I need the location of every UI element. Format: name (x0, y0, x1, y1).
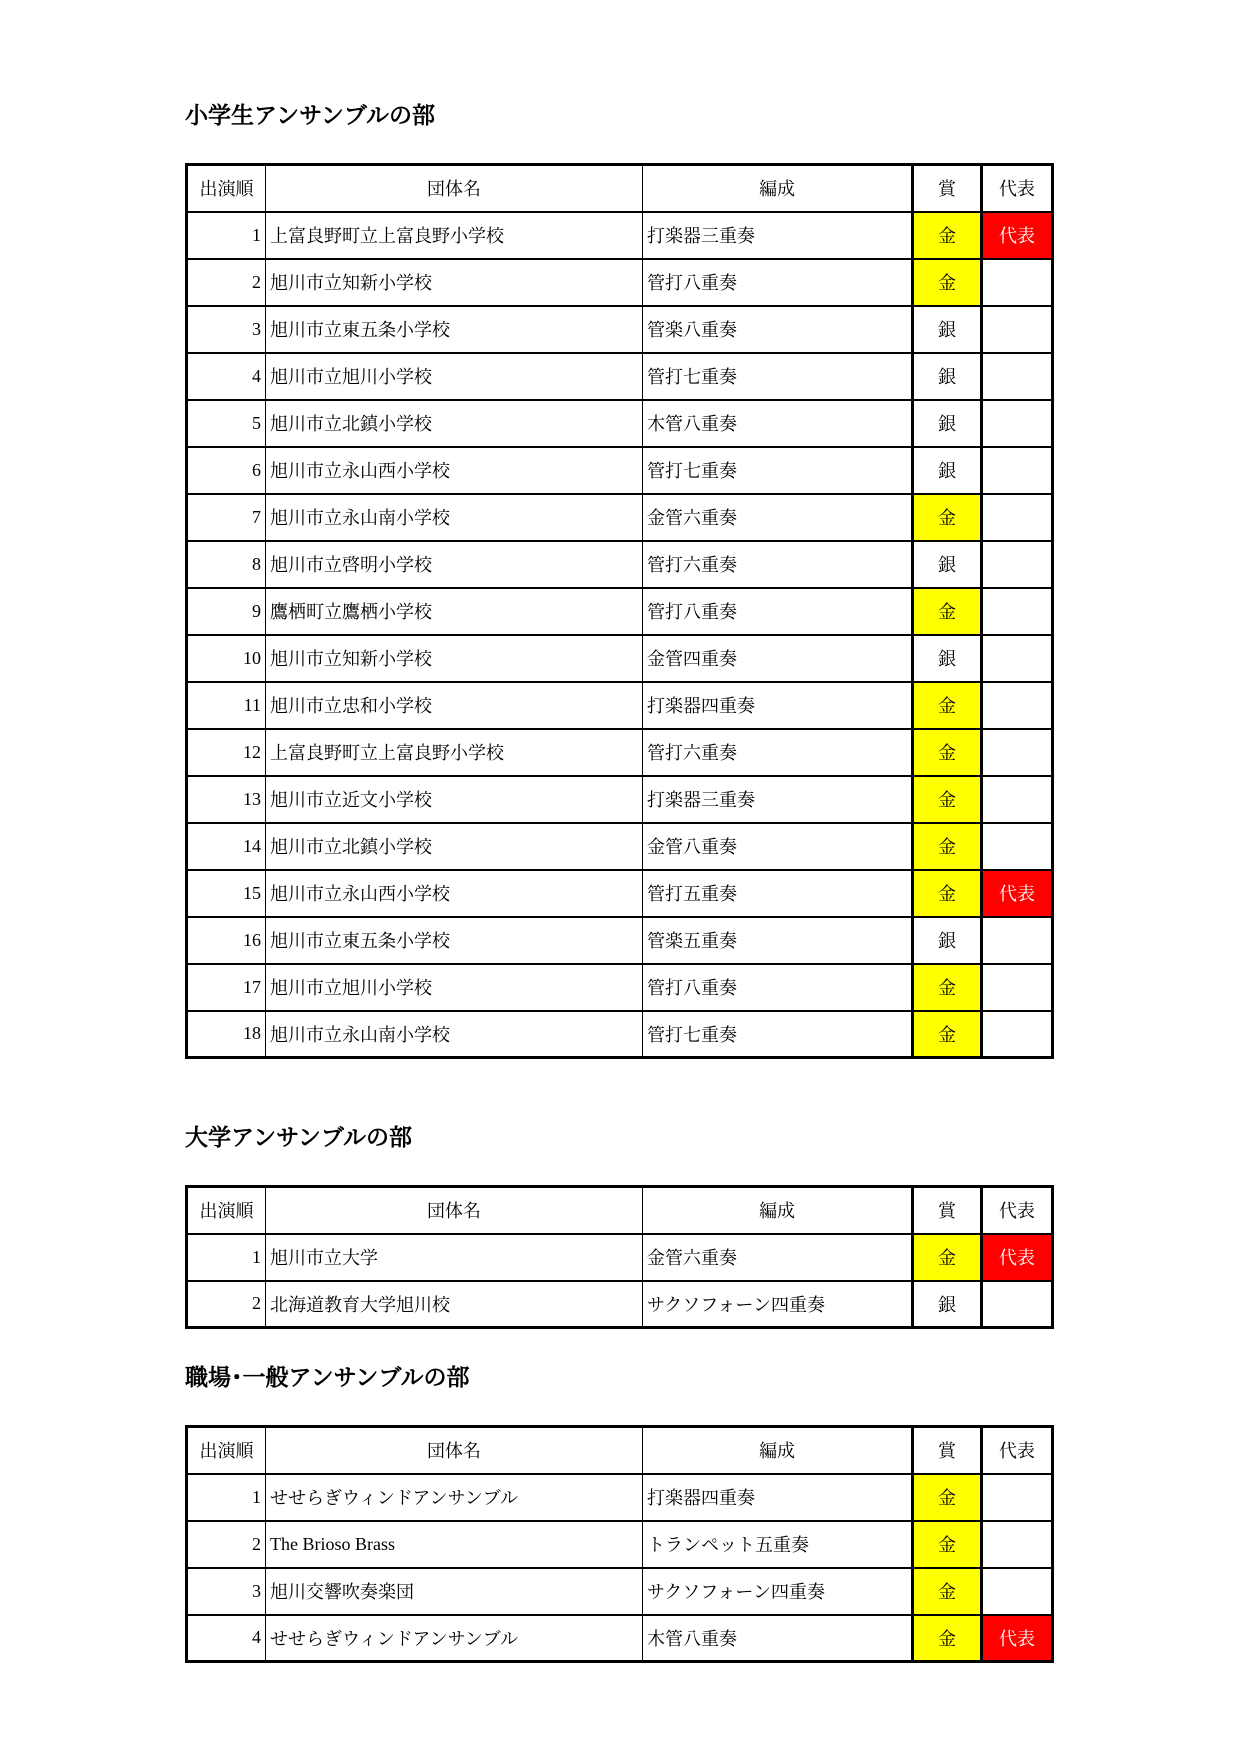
award-cell: 銀 (913, 306, 982, 353)
award-cell: 金 (913, 1568, 982, 1615)
award-cell: 銀 (913, 1281, 982, 1328)
table-row (187, 1568, 1053, 1615)
group-name-cell: 旭川交響吹奏楽団 (266, 1568, 643, 1615)
representative-cell: 代表 (982, 1234, 1053, 1281)
table-row (187, 447, 1053, 494)
order-cell: 2 (187, 259, 266, 306)
representative-cell (982, 823, 1053, 870)
header-group-name: 団体名 (266, 1427, 643, 1474)
header-formation: 編成 (643, 165, 913, 212)
group-name-cell: せせらぎウィンドアンサンブル (266, 1474, 643, 1521)
order-cell: 10 (187, 635, 266, 682)
group-name-cell: 旭川市立忠和小学校 (266, 682, 643, 729)
order-cell: 3 (187, 1568, 266, 1615)
order-cell: 4 (187, 353, 266, 400)
order-cell: 11 (187, 682, 266, 729)
order-cell: 16 (187, 917, 266, 964)
award-cell: 金 (913, 588, 982, 635)
table-row (187, 635, 1053, 682)
table-row (187, 259, 1053, 306)
formation-cell: 管打七重奏 (643, 353, 913, 400)
representative-cell (982, 259, 1053, 306)
representative-cell (982, 588, 1053, 635)
table-row (187, 917, 1053, 964)
order-cell: 6 (187, 447, 266, 494)
representative-cell: 代表 (982, 212, 1053, 259)
award-cell: 銀 (913, 400, 982, 447)
formation-cell: 管打八重奏 (643, 259, 913, 306)
elementary-results-table (185, 163, 1054, 1059)
group-name-cell: 旭川市立永山西小学校 (266, 870, 643, 917)
award-cell: 金 (913, 212, 982, 259)
award-cell: 金 (913, 1234, 982, 1281)
order-cell: 17 (187, 964, 266, 1011)
award-cell: 金 (913, 870, 982, 917)
formation-cell: トランペット五重奏 (643, 1521, 913, 1568)
representative-cell (982, 1568, 1053, 1615)
table-row (187, 353, 1053, 400)
table-row (187, 400, 1053, 447)
formation-cell: 管楽八重奏 (643, 306, 913, 353)
award-cell: 金 (913, 964, 982, 1011)
order-cell: 15 (187, 870, 266, 917)
group-name-cell: 旭川市立啓明小学校 (266, 541, 643, 588)
representative-cell (982, 400, 1053, 447)
table-row (187, 1474, 1053, 1521)
representative-cell (982, 635, 1053, 682)
formation-cell: 打楽器四重奏 (643, 1474, 913, 1521)
order-cell: 4 (187, 1615, 266, 1662)
table-row (187, 729, 1053, 776)
award-cell: 金 (913, 776, 982, 823)
representative-cell: 代表 (982, 1615, 1053, 1662)
table-row (187, 870, 1053, 917)
section-title-university: 大学アンサンブルの部 (185, 1124, 413, 1150)
order-cell: 3 (187, 306, 266, 353)
representative-cell: 代表 (982, 870, 1053, 917)
formation-cell: 金管六重奏 (643, 494, 913, 541)
group-name-cell: 旭川市立永山南小学校 (266, 494, 643, 541)
header-award: 賞 (913, 1187, 982, 1234)
table-row (187, 1521, 1053, 1568)
representative-cell (982, 447, 1053, 494)
section-elementary (185, 100, 1051, 1059)
formation-cell: 打楽器三重奏 (643, 212, 913, 259)
group-name-cell: 旭川市立知新小学校 (266, 259, 643, 306)
order-cell: 5 (187, 400, 266, 447)
order-cell: 2 (187, 1521, 266, 1568)
order-cell: 12 (187, 729, 266, 776)
representative-cell (982, 682, 1053, 729)
group-name-cell: 旭川市立北鎮小学校 (266, 823, 643, 870)
formation-cell: 金管四重奏 (643, 635, 913, 682)
representative-cell (982, 729, 1053, 776)
award-cell: 金 (913, 494, 982, 541)
representative-cell (982, 1474, 1053, 1521)
representative-cell (982, 917, 1053, 964)
representative-cell (982, 1521, 1053, 1568)
award-cell: 銀 (913, 447, 982, 494)
representative-cell (982, 964, 1053, 1011)
order-cell: 14 (187, 823, 266, 870)
order-cell: 9 (187, 588, 266, 635)
table-row (187, 588, 1053, 635)
order-cell: 18 (187, 1011, 266, 1058)
group-name-cell: 上富良野町立上富良野小学校 (266, 729, 643, 776)
section-workplace-general (185, 1362, 1051, 1663)
header-group-name: 団体名 (266, 165, 643, 212)
formation-cell: 金管六重奏 (643, 1234, 913, 1281)
order-cell: 1 (187, 1474, 266, 1521)
header-formation: 編成 (643, 1187, 913, 1234)
formation-cell: 管打八重奏 (643, 588, 913, 635)
formation-cell: 管打八重奏 (643, 964, 913, 1011)
table-row (187, 494, 1053, 541)
order-cell: 13 (187, 776, 266, 823)
group-name-cell: 旭川市立北鎮小学校 (266, 400, 643, 447)
formation-cell: 打楽器三重奏 (643, 776, 913, 823)
header-order: 出演順 (187, 1427, 266, 1474)
group-name-cell: 旭川市立旭川小学校 (266, 964, 643, 1011)
header-row (187, 165, 1053, 212)
header-representative: 代表 (982, 1427, 1053, 1474)
table-row (187, 1615, 1053, 1662)
table-row (187, 212, 1053, 259)
table-row (187, 541, 1053, 588)
award-cell: 銀 (913, 541, 982, 588)
table-row (187, 306, 1053, 353)
group-name-cell: 旭川市立知新小学校 (266, 635, 643, 682)
formation-cell: 管楽五重奏 (643, 917, 913, 964)
header-representative: 代表 (982, 1187, 1053, 1234)
table-row (187, 682, 1053, 729)
group-name-cell: 旭川市立東五条小学校 (266, 917, 643, 964)
representative-cell (982, 776, 1053, 823)
group-name-cell: 鷹栖町立鷹栖小学校 (266, 588, 643, 635)
formation-cell: 木管八重奏 (643, 1615, 913, 1662)
header-row (187, 1187, 1053, 1234)
award-cell: 金 (913, 1011, 982, 1058)
group-name-cell: 旭川市立近文小学校 (266, 776, 643, 823)
group-name-cell: 北海道教育大学旭川校 (266, 1281, 643, 1328)
representative-cell (982, 1011, 1053, 1058)
section-title-elementary: 小学生アンサンブルの部 (185, 102, 436, 128)
award-cell: 金 (913, 1615, 982, 1662)
award-cell: 金 (913, 823, 982, 870)
formation-cell: 金管八重奏 (643, 823, 913, 870)
award-cell: 金 (913, 729, 982, 776)
header-representative: 代表 (982, 165, 1053, 212)
table-row (187, 1011, 1053, 1058)
header-award: 賞 (913, 165, 982, 212)
award-cell: 金 (913, 682, 982, 729)
formation-cell: サクソフォーン四重奏 (643, 1281, 913, 1328)
order-cell: 7 (187, 494, 266, 541)
order-cell: 1 (187, 212, 266, 259)
representative-cell (982, 541, 1053, 588)
table-row (187, 1234, 1053, 1281)
group-name-cell: 旭川市立永山西小学校 (266, 447, 643, 494)
award-cell: 銀 (913, 353, 982, 400)
table-row (187, 964, 1053, 1011)
representative-cell (982, 1281, 1053, 1328)
group-name-cell: せせらぎウィンドアンサンブル (266, 1615, 643, 1662)
header-award: 賞 (913, 1427, 982, 1474)
header-formation: 編成 (643, 1427, 913, 1474)
university-results-table (185, 1185, 1054, 1329)
table-row (187, 1281, 1053, 1328)
order-cell: 2 (187, 1281, 266, 1328)
header-order: 出演順 (187, 1187, 266, 1234)
header-group-name: 団体名 (266, 1187, 643, 1234)
formation-cell: サクソフォーン四重奏 (643, 1568, 913, 1615)
group-name-cell: 旭川市立旭川小学校 (266, 353, 643, 400)
group-name-cell: The Brioso Brass (266, 1521, 643, 1568)
formation-cell: 管打七重奏 (643, 1011, 913, 1058)
header-order: 出演順 (187, 165, 266, 212)
formation-cell: 木管八重奏 (643, 400, 913, 447)
formation-cell: 管打五重奏 (643, 870, 913, 917)
table-row (187, 776, 1053, 823)
formation-cell: 打楽器四重奏 (643, 682, 913, 729)
section-university (185, 1122, 1051, 1329)
award-cell: 銀 (913, 917, 982, 964)
order-cell: 1 (187, 1234, 266, 1281)
award-cell: 金 (913, 1521, 982, 1568)
group-name-cell: 上富良野町立上富良野小学校 (266, 212, 643, 259)
formation-cell: 管打七重奏 (643, 447, 913, 494)
award-cell: 金 (913, 1474, 982, 1521)
table-row (187, 823, 1053, 870)
group-name-cell: 旭川市立大学 (266, 1234, 643, 1281)
award-cell: 金 (913, 259, 982, 306)
representative-cell (982, 494, 1053, 541)
header-row (187, 1427, 1053, 1474)
section-title-workplace-general: 職場･一般アンサンブルの部 (185, 1364, 470, 1390)
group-name-cell: 旭川市立永山南小学校 (266, 1011, 643, 1058)
award-cell: 銀 (913, 635, 982, 682)
order-cell: 8 (187, 541, 266, 588)
formation-cell: 管打六重奏 (643, 541, 913, 588)
workplace-general-results-table (185, 1425, 1054, 1663)
representative-cell (982, 306, 1053, 353)
group-name-cell: 旭川市立東五条小学校 (266, 306, 643, 353)
formation-cell: 管打六重奏 (643, 729, 913, 776)
representative-cell (982, 353, 1053, 400)
